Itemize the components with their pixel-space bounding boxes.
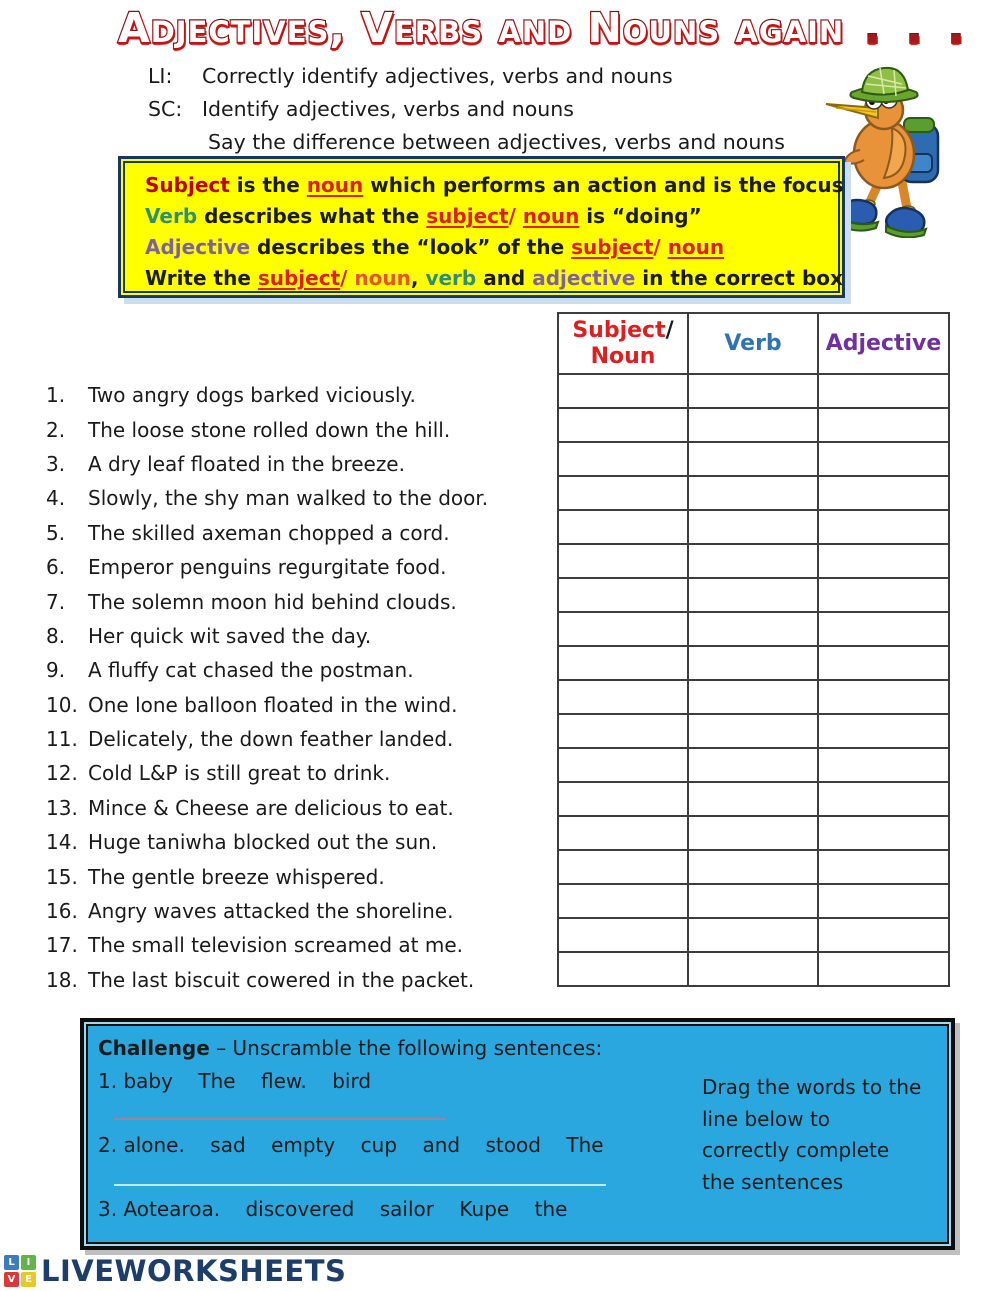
answer-table-header-row — [558, 313, 949, 374]
sentence-item — [46, 688, 551, 722]
definition-segment: / — [653, 235, 668, 259]
sentence-text: The gentle breeze whispered. — [88, 864, 385, 889]
answer-cell[interactable] — [688, 816, 818, 850]
sentence-text: Emperor penguins regurgitate food. — [88, 555, 447, 580]
answer-cell[interactable] — [818, 714, 949, 748]
answer-cell[interactable] — [818, 918, 949, 952]
worksheet-title — [118, 4, 988, 52]
definition-segment: subject — [571, 235, 654, 259]
sentence-text: Slowly, the shy man walked to the door. — [88, 486, 489, 511]
scramble-item-2 — [98, 1133, 604, 1157]
answer-line-1[interactable] — [114, 1118, 446, 1120]
answer-table-row — [558, 884, 949, 918]
definition-segment: adjective — [532, 266, 636, 290]
scramble-item-2-number: 2. — [98, 1133, 118, 1157]
answer-cell[interactable] — [818, 544, 949, 578]
definition-line — [145, 263, 843, 294]
sentence-number: 16. — [46, 899, 78, 924]
challenge-heading-rest: – Unscramble the following sentences: — [209, 1036, 603, 1060]
liveworksheets-logo-icon — [4, 1255, 36, 1287]
answer-table-row — [558, 476, 949, 510]
sentence-item — [46, 619, 551, 653]
sentence-item — [46, 825, 551, 859]
answer-cell[interactable] — [818, 510, 949, 544]
sentence-number: 9. — [46, 658, 66, 683]
answer-cell[interactable] — [818, 952, 949, 986]
answer-table-row — [558, 782, 949, 816]
answer-cell[interactable] — [558, 408, 688, 442]
scramble-item-1-number: 1. — [98, 1069, 118, 1093]
answer-cell[interactable] — [818, 374, 949, 408]
sentence-item — [46, 447, 551, 481]
answer-cell[interactable] — [818, 578, 949, 612]
sentence-item — [46, 550, 551, 584]
answer-table-row — [558, 442, 949, 476]
scramble-item-3-number: 3. — [98, 1197, 118, 1221]
sentence-text: Mince & Cheese are delicious to eat. — [88, 795, 454, 820]
sentence-number: 8. — [46, 623, 66, 648]
sentence-item — [46, 928, 551, 962]
logo-square-i: I — [21, 1255, 36, 1270]
drag-instruction: Drag the words to the line below to correctly complete the sentences — [702, 1075, 922, 1194]
answer-cell[interactable] — [558, 646, 688, 680]
sentence-text: The last biscuit cowered in the packet. — [88, 967, 475, 992]
definition-segment: Write the — [145, 266, 258, 290]
column-header-adjective: Adjective — [818, 313, 949, 374]
answer-cell[interactable] — [558, 442, 688, 476]
definition-segment: Subject — [145, 173, 230, 197]
answer-table-row — [558, 748, 949, 782]
answer-table-row — [558, 578, 949, 612]
definition-line — [145, 232, 834, 263]
answer-cell[interactable] — [818, 680, 949, 714]
definition-segment: verb — [425, 266, 477, 290]
sentence-text: Two angry dogs barked viciously. — [88, 383, 416, 408]
answer-cell[interactable] — [558, 782, 688, 816]
answer-cell[interactable] — [558, 612, 688, 646]
answer-table-row — [558, 612, 949, 646]
sentence-number: 5. — [46, 520, 66, 545]
sentence-number: 11. — [46, 727, 78, 752]
definitions-lines — [145, 170, 844, 294]
sentence-text: The skilled axeman chopped a cord. — [88, 520, 450, 545]
sentence-text: Angry waves attacked the shoreline. — [88, 899, 454, 924]
liveworksheets-logo-text: LIVEWORKSHEETS — [41, 1254, 347, 1288]
sentence-number: 7. — [46, 589, 66, 614]
answer-cell[interactable] — [688, 510, 818, 544]
sentence-number: 1. — [46, 383, 66, 408]
sc-label: SC: — [148, 97, 183, 121]
answer-cell[interactable] — [688, 680, 818, 714]
answer-table-row — [558, 408, 949, 442]
definition-segment: subject — [426, 204, 509, 228]
sc-text: Identify adjectives, verbs and nouns — [202, 97, 574, 121]
definition-segment: noun — [667, 235, 725, 259]
sentence-text: Huge taniwha blocked out the sun. — [88, 830, 438, 855]
answer-cell[interactable] — [688, 952, 818, 986]
sentence-number: 15. — [46, 864, 78, 889]
sentence-item — [46, 791, 551, 825]
answer-cell[interactable] — [818, 442, 949, 476]
answer-table-row — [558, 374, 949, 408]
definition-segment: / — [508, 204, 523, 228]
scramble-item-1-words[interactable]: baby The flew. bird — [123, 1069, 372, 1093]
answer-cell[interactable] — [558, 680, 688, 714]
li-label: LI: — [148, 64, 173, 88]
definition-segment: is “doing” — [579, 204, 702, 228]
sentence-text: Cold L&P is still great to drink. — [88, 761, 391, 786]
logo-square-e: E — [21, 1272, 36, 1287]
sentence-item — [46, 481, 551, 515]
sentence-text: Her quick wit saved the day. — [88, 623, 372, 648]
sentence-number: 3. — [46, 451, 66, 476]
answer-table-row — [558, 510, 949, 544]
scramble-item-3-words[interactable]: Aotearoa. discovered sailor Kupe the — [123, 1197, 568, 1221]
answer-cell[interactable] — [818, 646, 949, 680]
answer-cell[interactable] — [688, 782, 818, 816]
answer-cell[interactable] — [688, 918, 818, 952]
answer-cell[interactable] — [558, 714, 688, 748]
answer-cell[interactable] — [818, 748, 949, 782]
sentence-item — [46, 722, 551, 756]
title-text: Adjectives, Verbs and Nouns again — [118, 4, 845, 52]
sentence-number: 12. — [46, 761, 78, 786]
column-header-verb: Verb — [688, 313, 818, 374]
scramble-item-2-words[interactable]: alone. sad empty cup and stood The — [123, 1133, 604, 1157]
sentence-item — [46, 412, 551, 446]
sentence-item — [46, 516, 551, 550]
answer-cell[interactable] — [818, 850, 949, 884]
header-noun: Noun — [590, 343, 656, 369]
answer-cell[interactable] — [688, 578, 818, 612]
definition-segment: / — [340, 266, 355, 290]
answer-cell[interactable] — [818, 816, 949, 850]
answer-cell[interactable] — [558, 578, 688, 612]
sentence-item — [46, 894, 551, 928]
answer-table-row — [558, 544, 949, 578]
liveworksheets-logo[interactable] — [4, 1254, 346, 1288]
answer-cell[interactable] — [818, 408, 949, 442]
say-text: Say the difference between adjectives, verbs and nouns — [208, 130, 785, 154]
sentence-number: 18. — [46, 967, 78, 992]
sentence-number: 14. — [46, 830, 78, 855]
answer-cell[interactable] — [558, 918, 688, 952]
sentence-text: The solemn moon hid behind clouds. — [88, 589, 457, 614]
answer-cell[interactable] — [688, 646, 818, 680]
answer-cell[interactable] — [558, 884, 688, 918]
sentence-item — [46, 378, 551, 412]
answer-table-row — [558, 816, 949, 850]
li-text: Correctly identify adjectives, verbs and nouns — [202, 64, 673, 88]
sentence-number: 4. — [46, 486, 66, 511]
sentence-item — [46, 963, 551, 997]
logo-square-l: L — [4, 1255, 19, 1270]
scramble-item-1 — [98, 1069, 371, 1093]
answer-cell[interactable] — [558, 952, 688, 986]
definition-segment: noun — [354, 266, 411, 290]
definition-segment: noun — [306, 173, 364, 197]
definition-segment: and — [476, 266, 533, 290]
definition-segment: Verb — [145, 204, 198, 228]
definition-segment: noun — [522, 204, 580, 228]
answer-cell[interactable] — [688, 612, 818, 646]
answer-cell[interactable] — [818, 884, 949, 918]
definition-segment: in the correct box — [635, 266, 843, 290]
answer-cell[interactable] — [558, 748, 688, 782]
sentence-text: A dry leaf floated in the breeze. — [88, 451, 405, 476]
challenge-heading — [98, 1036, 602, 1060]
answer-line-2[interactable] — [114, 1184, 606, 1186]
answer-cell[interactable] — [818, 476, 949, 510]
answer-table-row — [558, 646, 949, 680]
sentence-text: One lone balloon floated in the wind. — [88, 692, 458, 717]
answer-cell[interactable] — [688, 748, 818, 782]
sentence-item — [46, 859, 551, 893]
sentence-number: 10. — [46, 692, 78, 717]
sentence-text: The loose stone rolled down the hill. — [88, 417, 451, 442]
definition-segment: Adjective — [145, 235, 251, 259]
definition-segment: subject — [257, 266, 341, 290]
answer-cell[interactable] — [558, 544, 688, 578]
answer-cell[interactable] — [558, 850, 688, 884]
logo-square-v: V — [4, 1272, 19, 1287]
answer-cell[interactable] — [688, 714, 818, 748]
answer-cell[interactable] — [688, 408, 818, 442]
definition-line — [145, 201, 834, 232]
answer-cell[interactable] — [688, 374, 818, 408]
answer-cell[interactable] — [558, 816, 688, 850]
answer-cell[interactable] — [818, 612, 949, 646]
challenge-heading-bold: Challenge — [98, 1036, 210, 1060]
answer-table-row — [558, 714, 949, 748]
definitions-box — [118, 156, 845, 298]
sentence-text: The small television screamed at me. — [88, 933, 464, 958]
definition-line — [145, 170, 844, 201]
answer-cell[interactable] — [688, 850, 818, 884]
answer-cell[interactable] — [558, 374, 688, 408]
sentence-item — [46, 653, 551, 687]
answer-table-row — [558, 952, 949, 986]
sentence-item — [46, 756, 551, 790]
sentence-list — [46, 378, 551, 997]
learning-intention-line — [148, 64, 673, 88]
answer-cell[interactable] — [818, 782, 949, 816]
sentence-number: 6. — [46, 555, 66, 580]
answer-cell[interactable] — [688, 884, 818, 918]
answer-cell[interactable] — [558, 510, 688, 544]
sentence-number: 2. — [46, 417, 66, 442]
definition-segment: is the — [229, 173, 307, 197]
sentence-number: 17. — [46, 933, 78, 958]
title-dots: . . . — [844, 4, 970, 52]
definition-segment: which performs an action and is the focus — [363, 173, 844, 197]
answer-cell[interactable] — [688, 442, 818, 476]
answer-cell[interactable] — [558, 476, 688, 510]
header-subject: Subject — [572, 317, 666, 343]
answer-table-row — [558, 918, 949, 952]
column-header-subject-noun — [558, 313, 688, 374]
sentence-item — [46, 584, 551, 618]
success-criteria-line-2 — [208, 130, 785, 154]
answer-table-row — [558, 680, 949, 714]
challenge-box — [80, 1018, 955, 1250]
sentence-text: A fluffy cat chased the postman. — [88, 658, 414, 683]
success-criteria-line — [148, 97, 574, 121]
header-slash: / — [665, 317, 674, 343]
scramble-item-3 — [98, 1197, 567, 1221]
answer-table — [557, 312, 950, 987]
sentence-number: 13. — [46, 795, 78, 820]
definition-segment: describes what the — [197, 204, 427, 228]
definition-segment: describes the “look” of the — [250, 235, 572, 259]
definition-segment: , — [410, 266, 426, 290]
answer-table-row — [558, 850, 949, 884]
answer-cell[interactable] — [688, 476, 818, 510]
answer-cell[interactable] — [688, 544, 818, 578]
sentence-text: Delicately, the down feather landed. — [88, 727, 454, 752]
